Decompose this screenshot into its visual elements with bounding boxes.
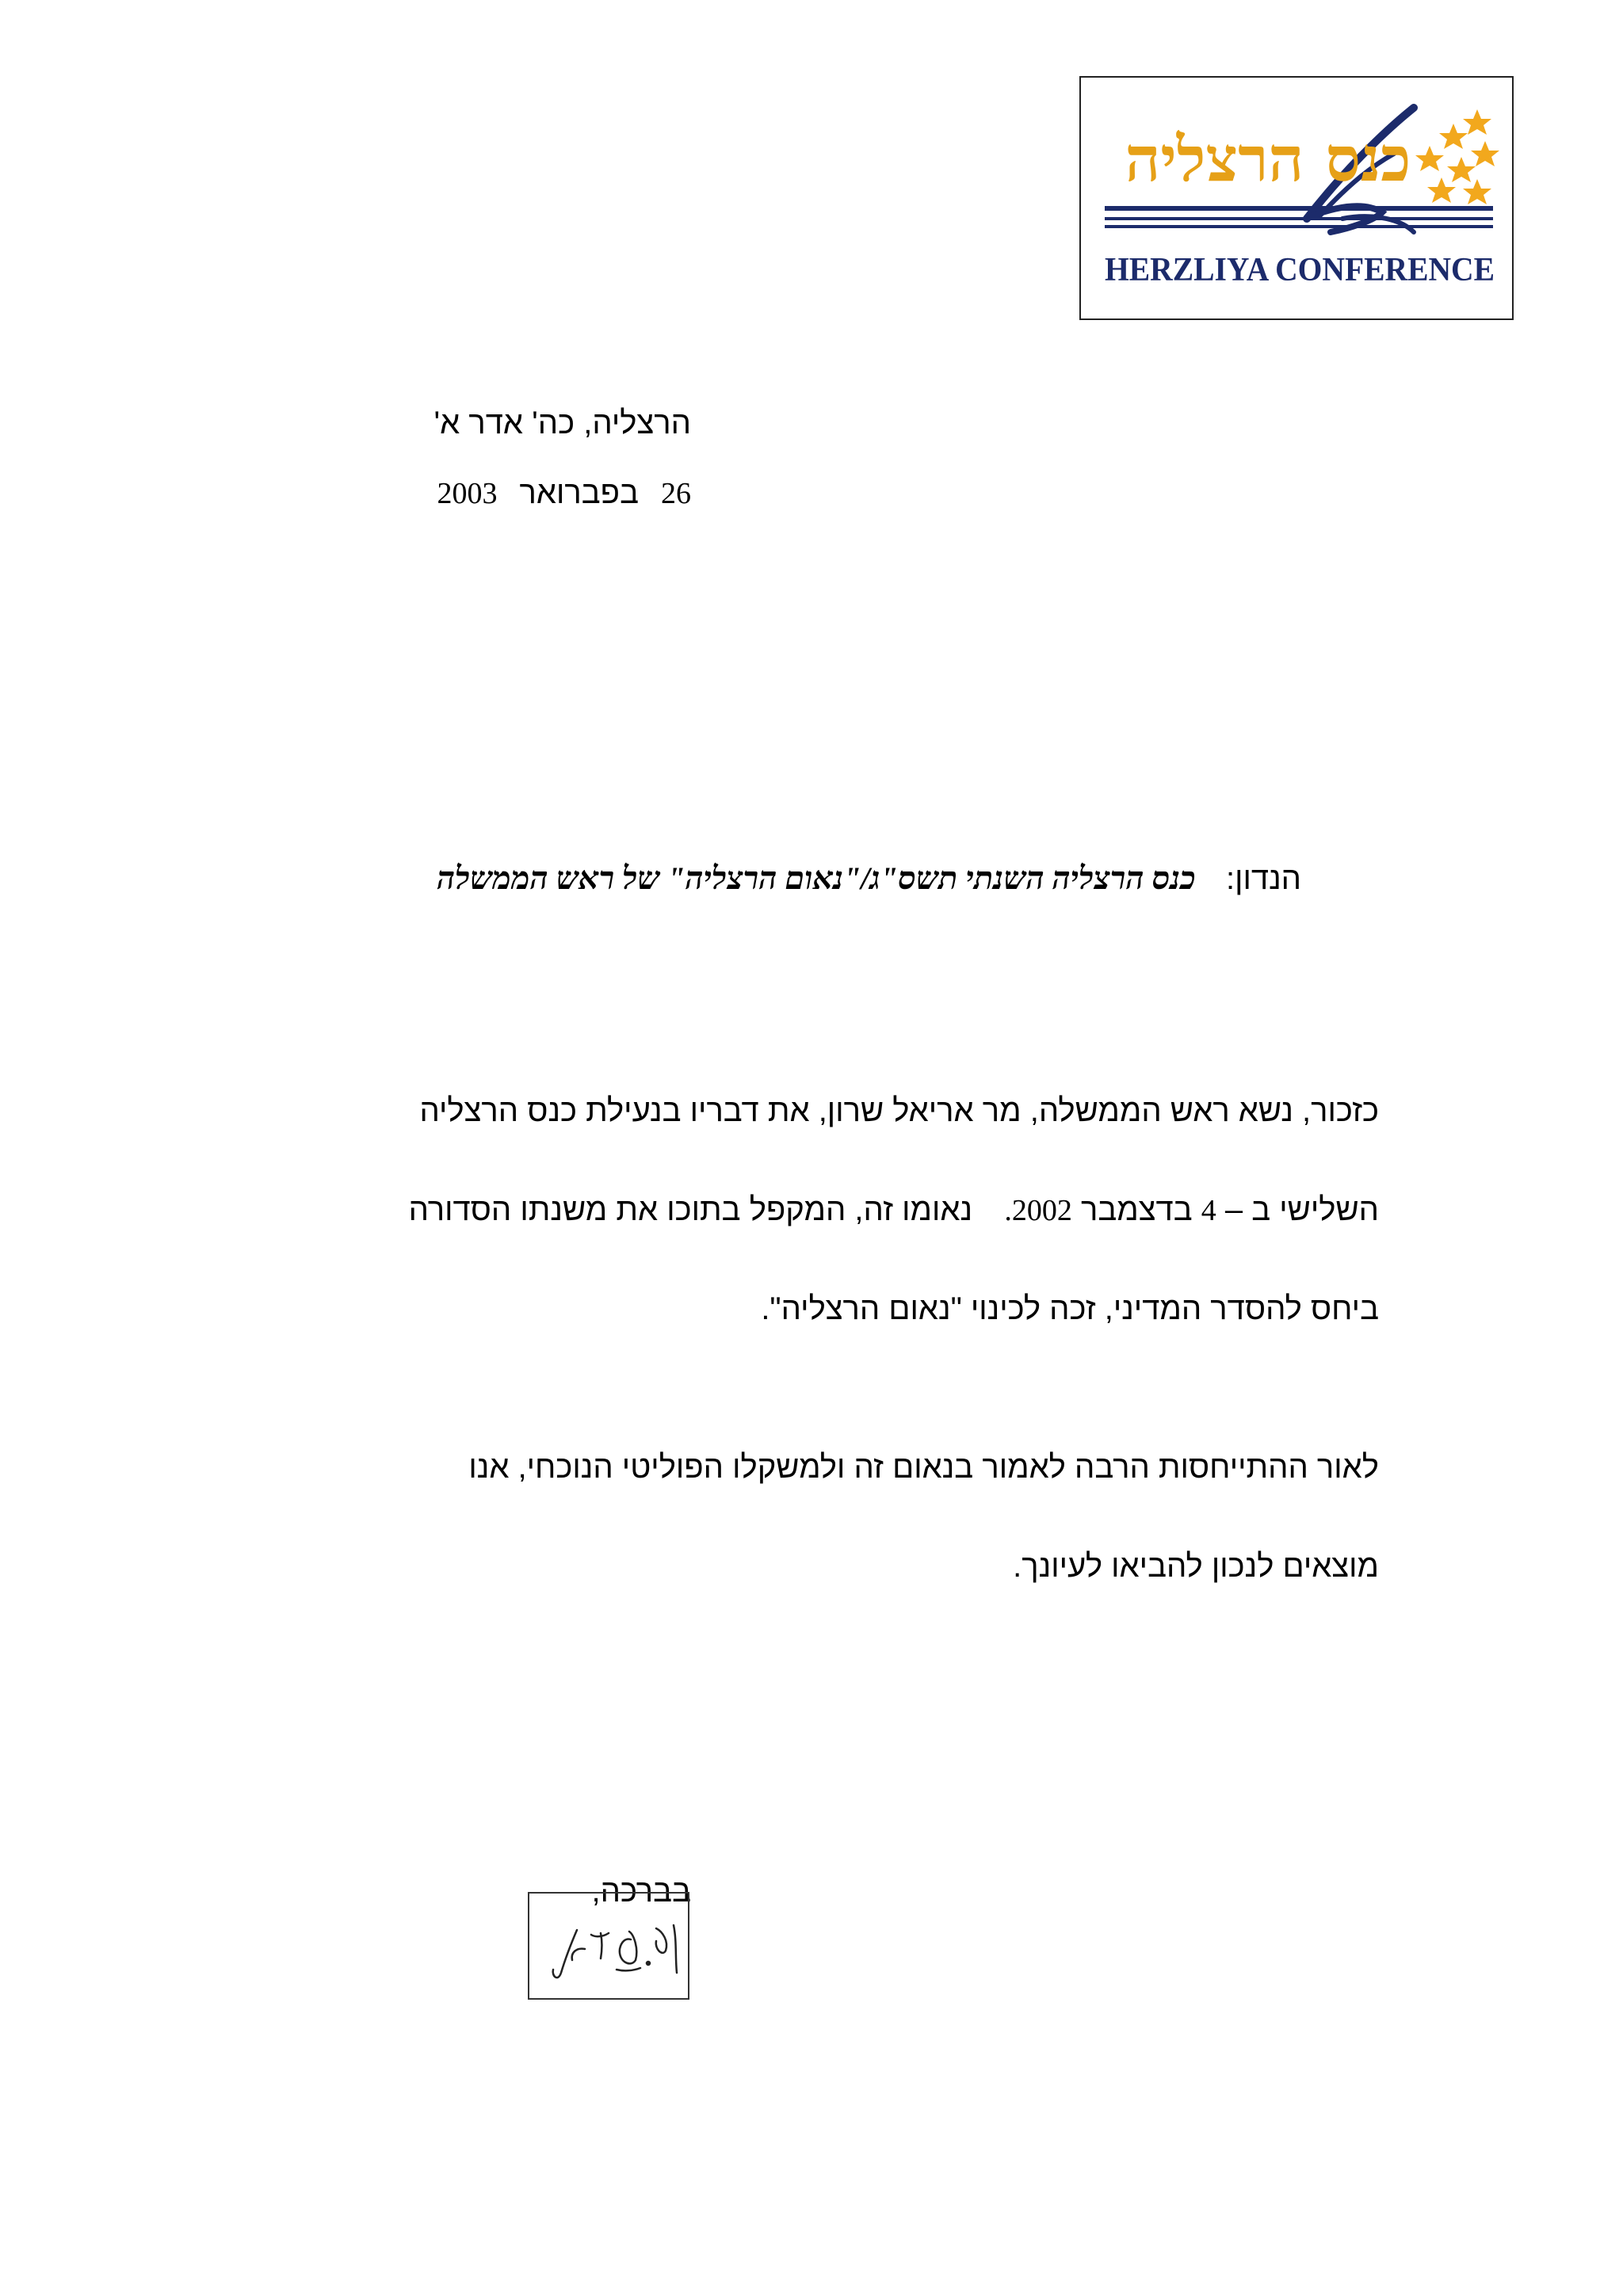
date-year: 2003 [437,477,498,510]
logo-stars-icon [1415,109,1499,204]
body-line-2-number-a: 4 [1201,1194,1216,1227]
logo-hebrew-text: כנס הרצליה [1125,124,1411,196]
body-line-2-part-b: בדצמבר [1080,1192,1193,1227]
logo-graphic [1081,78,1515,322]
closing-greeting: בברכה, [591,1874,691,1909]
gregorian-date [437,475,692,511]
signature-box [528,1892,689,2000]
body-line-5: מוצאים לנכון להביאו לעיונך. [1013,1549,1379,1584]
date-day: 26 [661,477,691,510]
body-line-2-year: 2002. [1004,1194,1072,1227]
body-line-3: ביחס להסדר המדיני, זכה לכינוי "נאום הרצליה". [761,1291,1379,1326]
subject-label: הנדון: [1226,861,1301,896]
subject-text: כנס הרצליה השנתי תשס"ג/"נאום הרצליה" של ראש הממשלה [437,860,1196,896]
body-line-2-part-c: נאומו זה, המקפל בתוכו את משנתו הסדורה [408,1192,973,1227]
body-line-2-part-a: השלישי ב – [1224,1192,1379,1227]
subject-line [437,860,1301,897]
date-month: בפברואר [519,475,639,510]
herzliya-conference-logo [1079,76,1514,320]
body-line-4: לאור ההתייחסות הרבה לאמור בנאום זה ולמשקלו הפוליטי הנוכחי, אנו [468,1450,1379,1485]
body-line-1: כזכור, נשא ראש הממשלה, מר אריאל שרון, את דבריו בנעילת כנס הרצליה [419,1093,1379,1128]
hebrew-date: הרצליה, כה' אדר א' [433,406,691,441]
handwritten-signature [529,1894,691,2001]
body-line-2 [409,1192,1379,1228]
logo-english-text: HERZLIYA CONFERENCE [1105,252,1495,288]
